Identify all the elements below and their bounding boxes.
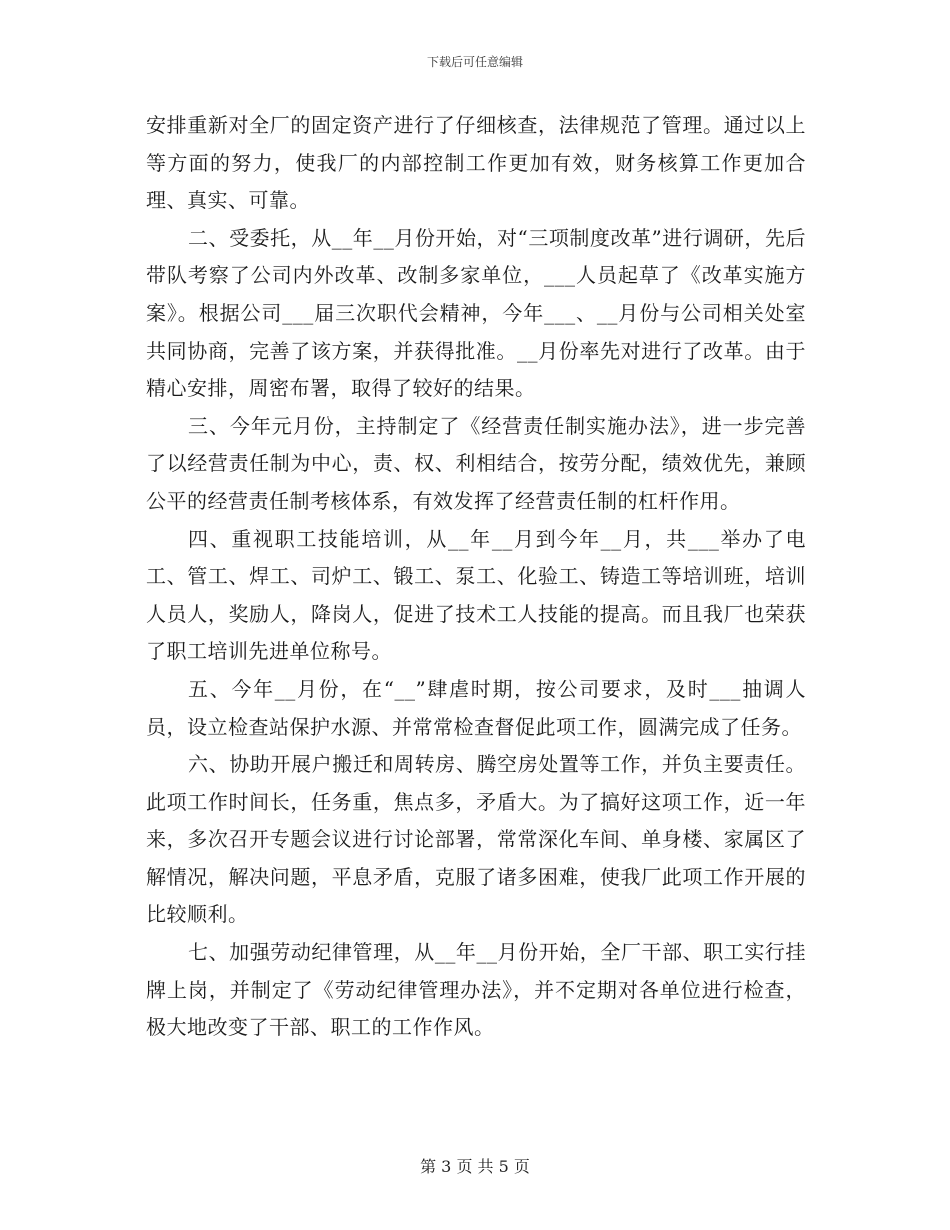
page-header-note: 下载后可任意编辑 bbox=[426, 55, 523, 69]
paragraph-continuation: 安排重新对全厂的固定资产进行了仔细核查，法律规范了管理。通过以上等方面的努力，使我厂的内部控制工作更加有效，财务核算工作更加合理、真实、可靠。 bbox=[146, 113, 806, 213]
paragraph-item-5: 五、今年__月份，在“__”肆虐时期，按公司要求，及时___抽调人员，设立检查站保护水源、并常常检查督促此项工作，圆满完成了任务。 bbox=[146, 676, 806, 739]
paragraph-item-6: 六、协助开展户搬迁和周转房、腾空房处置等工作，并负主要责任。此项工作时间长，任务重，焦点多，矛盾大。为了搞好这项工作，近一年来，多次召开专题会议进行讨论部署，常常深化车间、单身楼、家属区了解情况，解决问题，平息矛盾，克服了诸多困难，使我厂此项工作开展的比较顺利。 bbox=[146, 752, 806, 927]
paragraph-item-7: 七、加强劳动纪律管理，从__年__月份开始，全厂干部、职工实行挂牌上岗，并制定了《劳动纪律管理办法》，并不定期对各单位进行检查，极大地改变了干部、职工的工作作风。 bbox=[146, 940, 806, 1040]
paragraph-item-2: 二、受委托，从__年__月份开始，对“三项制度改革”进行调研，先后带队考察了公司内外改革、改制多家单位，___人员起草了《改革实施方案》。根据公司___届三次职代会精神，今年___、__月份与公司相关处室共同协商，完善了该方案，并获得批准。__月份率先对进行了改革。由于精心安排，周密布署，取得了较好的结果。 bbox=[146, 225, 806, 401]
document-body bbox=[146, 107, 806, 1047]
paragraph-item-4: 四、重视职工技能培训，从__年__月到今年__月，共___举办了电工、管工、焊工、司炉工、锻工、泵工、化验工、铸造工等培训班，培训人员人，奖励人，降岗人，促进了技术工人技能的提高。而且我厂也荣获了职工培训先进单位称号。 bbox=[146, 526, 806, 664]
page-number-footer: 第 3 页 共 5 页 bbox=[420, 1157, 530, 1176]
paragraph-item-3: 三、今年元月份，主持制定了《经营责任制实施办法》，进一步完善了以经营责任制为中心，责、权、利相结合，按劳分配，绩效优先，兼顾公平的经营责任制考核体系，有效发挥了经营责任制的杠杆作用。 bbox=[146, 413, 806, 513]
